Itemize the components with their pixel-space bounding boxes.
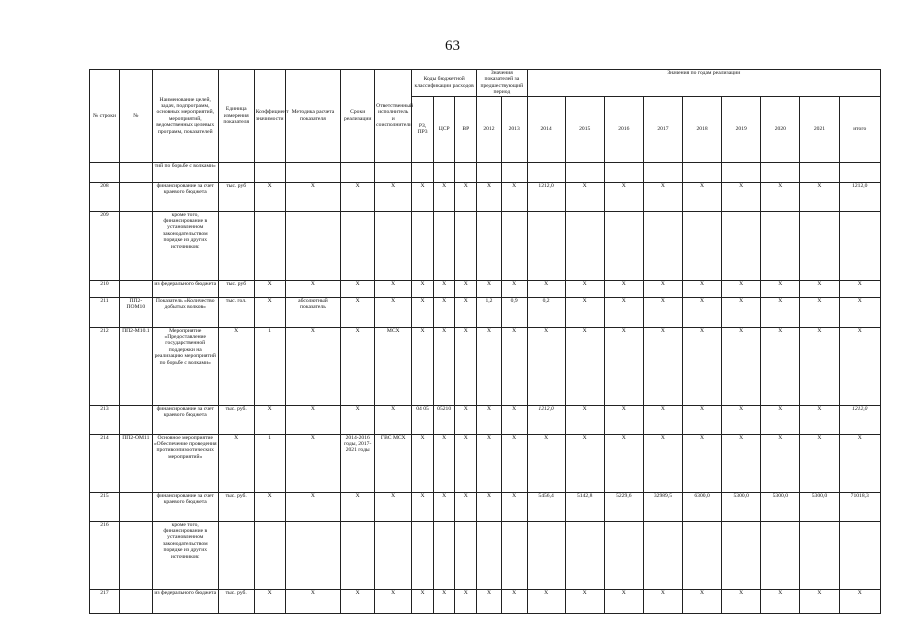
budget-code-cell: X — [455, 589, 477, 613]
row-number-cell: 211 — [90, 297, 120, 327]
responsible-cell: X — [375, 589, 412, 613]
total-value-cell: X — [839, 280, 880, 297]
header-name: Наименование целей, задач, подпрограмм, основных мероприятий, мероприятий, ведомственных целевых программ, показателей — [152, 70, 218, 163]
code-cell: ПП2-М10.1 — [119, 327, 152, 405]
budget-code-cell: X — [433, 492, 455, 521]
year-value-cell: X — [683, 434, 722, 492]
terms-cell: X — [341, 589, 375, 613]
table-row — [90, 434, 881, 492]
method-cell: X — [285, 182, 341, 211]
year-value-cell: X — [722, 280, 761, 297]
row-number-cell — [90, 162, 120, 182]
prev-value-cell: X — [477, 280, 502, 297]
terms-cell — [341, 521, 375, 589]
prev-value-cell: X — [501, 492, 527, 521]
prev-value-cell: X — [477, 492, 502, 521]
total-value-cell: X — [839, 589, 880, 613]
budget-code-cell — [433, 211, 455, 280]
year-value-cell — [527, 521, 565, 589]
budget-code-cell: X — [455, 327, 477, 405]
terms-cell: X — [341, 327, 375, 405]
budget-code-cell — [455, 162, 477, 182]
prev-value-cell: 0,9 — [501, 297, 527, 327]
year-value-cell: X — [643, 405, 682, 434]
total-value-cell — [839, 162, 880, 182]
year-value-cell — [643, 162, 682, 182]
year-value-cell: X — [604, 182, 643, 211]
year-value-cell: X — [643, 280, 682, 297]
budget-code-cell: X — [455, 280, 477, 297]
year-value-cell: X — [643, 434, 682, 492]
terms-cell — [341, 162, 375, 182]
year-value-cell — [643, 521, 682, 589]
terms-cell: X — [341, 297, 375, 327]
total-value-cell: X — [839, 327, 880, 405]
name-cell: тий по борьбе с волками» — [152, 162, 218, 182]
header-values: Значения по годам реализации — [527, 70, 880, 97]
unit-cell: тыс. руб — [218, 280, 254, 297]
method-cell: X — [285, 434, 341, 492]
row-number-cell: 215 — [90, 492, 120, 521]
coef-cell: X — [254, 297, 285, 327]
prev-value-cell — [477, 521, 502, 589]
table-row — [90, 327, 881, 405]
coef-cell — [254, 162, 285, 182]
year-value-cell — [604, 211, 643, 280]
method-cell — [285, 211, 341, 280]
year-value-cell: X — [604, 434, 643, 492]
header-code-col: ВР — [455, 96, 477, 162]
unit-cell: тыс. гол. — [218, 297, 254, 327]
year-value-cell — [683, 521, 722, 589]
header-value-year: 2016 — [604, 96, 643, 162]
year-value-cell: 32989,5 — [643, 492, 682, 521]
year-value-cell: X — [800, 297, 839, 327]
prev-value-cell: X — [477, 327, 502, 405]
terms-cell — [341, 211, 375, 280]
terms-cell: X — [341, 492, 375, 521]
budget-code-cell: X — [433, 182, 455, 211]
budget-code-cell: X — [433, 297, 455, 327]
year-value-cell — [800, 211, 839, 280]
table-row — [90, 297, 881, 327]
year-value-cell: X — [683, 327, 722, 405]
terms-cell: X — [341, 182, 375, 211]
year-value-cell — [761, 211, 800, 280]
code-cell — [119, 405, 152, 434]
year-value-cell: X — [722, 327, 761, 405]
table-row — [90, 182, 881, 211]
year-value-cell: X — [683, 182, 722, 211]
header-terms: Сроки реализации — [341, 70, 375, 163]
header-method: Методика расчета показателя — [285, 70, 341, 163]
header-prev-year: 2012 — [477, 96, 502, 162]
budget-code-cell: X — [433, 434, 455, 492]
header-value-year: 2014 — [527, 96, 565, 162]
name-cell: кроме того, финансирование в установленном законодательством порядке из других источников: — [152, 521, 218, 589]
code-cell — [119, 589, 152, 613]
coef-cell: 1 — [254, 434, 285, 492]
coef-cell: X — [254, 280, 285, 297]
year-value-cell: X — [761, 297, 800, 327]
row-number-cell: 217 — [90, 589, 120, 613]
coef-cell: X — [254, 589, 285, 613]
year-value-cell: X — [722, 405, 761, 434]
year-value-cell: 6300,0 — [683, 492, 722, 521]
year-value-cell: 5300,0 — [800, 492, 839, 521]
total-value-cell — [839, 211, 880, 280]
name-cell: Показатель «Количество добытых волков» — [152, 297, 218, 327]
unit-cell: тыс. руб. — [218, 405, 254, 434]
prev-value-cell — [501, 521, 527, 589]
row-number-cell: 208 — [90, 182, 120, 211]
code-cell: ПП2-ПОМ10 — [119, 297, 152, 327]
year-value-cell: X — [800, 434, 839, 492]
unit-cell: X — [218, 434, 254, 492]
total-value-cell — [839, 521, 880, 589]
header-value-total: итого — [839, 96, 880, 162]
year-value-cell: X — [643, 589, 682, 613]
name-cell: финансирование за счет краевого бюджета — [152, 492, 218, 521]
total-value-cell: X — [839, 434, 880, 492]
method-cell: X — [285, 405, 341, 434]
year-value-cell: X — [722, 297, 761, 327]
method-cell — [285, 162, 341, 182]
year-value-cell — [800, 162, 839, 182]
budget-code-cell — [455, 211, 477, 280]
prev-value-cell — [477, 162, 502, 182]
budget-code-cell: X — [455, 434, 477, 492]
budget-code-cell — [412, 521, 434, 589]
year-value-cell: X — [565, 405, 604, 434]
year-value-cell — [722, 162, 761, 182]
year-value-cell: X — [604, 405, 643, 434]
responsible-cell: X — [375, 492, 412, 521]
budget-code-cell — [433, 521, 455, 589]
year-value-cell — [683, 162, 722, 182]
budget-code-cell: X — [412, 280, 434, 297]
header-coef: Коэффициент значимости — [254, 70, 285, 163]
prev-value-cell: X — [477, 405, 502, 434]
year-value-cell: X — [761, 434, 800, 492]
year-value-cell: X — [565, 182, 604, 211]
header-value-year: 2020 — [761, 96, 800, 162]
unit-cell: X — [218, 327, 254, 405]
name-cell: из федерального бюджета — [152, 280, 218, 297]
responsible-cell: X — [375, 297, 412, 327]
unit-cell: тыс. руб. — [218, 589, 254, 613]
year-value-cell: 5229,6 — [604, 492, 643, 521]
row-number-cell: 214 — [90, 434, 120, 492]
total-value-cell: 1212,0 — [839, 182, 880, 211]
year-value-cell: X — [565, 589, 604, 613]
year-value-cell: X — [643, 297, 682, 327]
row-number-cell: 209 — [90, 211, 120, 280]
prev-value-cell: X — [477, 182, 502, 211]
code-cell — [119, 492, 152, 521]
coef-cell: X — [254, 405, 285, 434]
responsible-cell — [375, 162, 412, 182]
table-row — [90, 589, 881, 613]
unit-cell: тыс. руб. — [218, 492, 254, 521]
name-cell: финансирование за счет краевого бюджета — [152, 182, 218, 211]
header-code-col: РЗ, ПР3 — [412, 96, 434, 162]
coef-cell: 1 — [254, 327, 285, 405]
table-row — [90, 521, 881, 589]
year-value-cell: X — [604, 280, 643, 297]
budget-code-cell: X — [412, 589, 434, 613]
year-value-cell: X — [604, 327, 643, 405]
unit-cell — [218, 211, 254, 280]
header-value-year: 2021 — [800, 96, 839, 162]
year-value-cell — [604, 162, 643, 182]
header-value-year: 2018 — [683, 96, 722, 162]
year-value-cell: X — [683, 297, 722, 327]
header-prev-period: Значения показателей за предшествующий период — [477, 70, 527, 97]
year-value-cell: X — [800, 327, 839, 405]
year-value-cell: X — [722, 434, 761, 492]
prev-value-cell: X — [501, 434, 527, 492]
header-unit: Единица измерения показателя — [218, 70, 254, 163]
coef-cell — [254, 211, 285, 280]
total-value-cell: X — [839, 297, 880, 327]
year-value-cell: X — [527, 434, 565, 492]
budget-code-cell: X — [455, 405, 477, 434]
table-row — [90, 162, 881, 182]
name-cell: Основное мероприятие «Обеспечение проведения противоэпизоотических мероприятий» — [152, 434, 218, 492]
program-table — [89, 69, 881, 614]
year-value-cell — [683, 211, 722, 280]
budget-code-cell: 05210 — [433, 405, 455, 434]
year-value-cell: X — [761, 405, 800, 434]
code-cell: ПП2-ОМ11 — [119, 434, 152, 492]
prev-value-cell: X — [501, 182, 527, 211]
year-value-cell — [722, 211, 761, 280]
year-value-cell: 1212,0 — [527, 182, 565, 211]
year-value-cell: 5300,0 — [722, 492, 761, 521]
method-cell: X — [285, 492, 341, 521]
year-value-cell: 1212,0 — [527, 405, 565, 434]
responsible-cell: МСХ — [375, 327, 412, 405]
terms-cell: X — [341, 405, 375, 434]
unit-cell: тыс. руб — [218, 182, 254, 211]
table-row — [90, 211, 881, 280]
year-value-cell: 5456,4 — [527, 492, 565, 521]
terms-cell: 2014-2016 годы, 2017-2021 годы — [341, 434, 375, 492]
budget-code-cell: X — [412, 492, 434, 521]
year-value-cell: 5142,8 — [565, 492, 604, 521]
budget-code-cell: 04 05 — [412, 405, 434, 434]
budget-code-cell: X — [455, 297, 477, 327]
year-value-cell: X — [604, 589, 643, 613]
page-number: 63 — [445, 38, 460, 54]
prev-value-cell: X — [477, 434, 502, 492]
year-value-cell: X — [565, 297, 604, 327]
row-number-cell: 213 — [90, 405, 120, 434]
prev-value-cell — [501, 162, 527, 182]
year-value-cell: X — [800, 182, 839, 211]
year-value-cell: X — [565, 327, 604, 405]
header-code-col: ЦСР — [433, 96, 455, 162]
year-value-cell: 0,2 — [527, 297, 565, 327]
name-cell: кроме того, финансирование в установленном законодательством порядке из других источников: — [152, 211, 218, 280]
year-value-cell: X — [527, 327, 565, 405]
year-value-cell: X — [643, 327, 682, 405]
prev-value-cell: 1,2 — [477, 297, 502, 327]
coef-cell — [254, 521, 285, 589]
year-value-cell: X — [761, 182, 800, 211]
table-row — [90, 405, 881, 434]
year-value-cell — [565, 521, 604, 589]
code-cell — [119, 211, 152, 280]
budget-code-cell: X — [412, 297, 434, 327]
responsible-cell — [375, 521, 412, 589]
year-value-cell: X — [761, 327, 800, 405]
header-responsible: Ответственный исполнитель и соисполнители — [375, 70, 412, 163]
header-prev-year: 2013 — [501, 96, 527, 162]
responsible-cell: X — [375, 280, 412, 297]
name-cell: из федерального бюджета — [152, 589, 218, 613]
year-value-cell — [565, 162, 604, 182]
budget-code-cell — [433, 162, 455, 182]
responsible-cell — [375, 211, 412, 280]
year-value-cell: X — [643, 182, 682, 211]
method-cell: X — [285, 280, 341, 297]
budget-code-cell: X — [433, 327, 455, 405]
year-value-cell: X — [527, 589, 565, 613]
year-value-cell — [565, 211, 604, 280]
code-cell — [119, 280, 152, 297]
budget-code-cell — [412, 162, 434, 182]
total-value-cell: 1212,0 — [839, 405, 880, 434]
year-value-cell: X — [683, 589, 722, 613]
budget-code-cell: X — [455, 492, 477, 521]
table-row — [90, 280, 881, 297]
header-value-year: 2019 — [722, 96, 761, 162]
header-value-year: 2017 — [643, 96, 682, 162]
method-cell: X — [285, 589, 341, 613]
method-cell — [285, 521, 341, 589]
year-value-cell — [527, 211, 565, 280]
prev-value-cell: X — [501, 405, 527, 434]
row-number-cell: 210 — [90, 280, 120, 297]
prev-value-cell: X — [501, 327, 527, 405]
responsible-cell: ГВС МСХ — [375, 434, 412, 492]
year-value-cell — [722, 521, 761, 589]
year-value-cell: X — [800, 280, 839, 297]
code-cell — [119, 162, 152, 182]
prev-value-cell: X — [501, 280, 527, 297]
responsible-cell: X — [375, 182, 412, 211]
budget-code-cell: X — [433, 589, 455, 613]
year-value-cell — [527, 162, 565, 182]
year-value-cell: X — [604, 297, 643, 327]
row-number-cell: 216 — [90, 521, 120, 589]
table-row — [90, 492, 881, 521]
prev-value-cell — [477, 211, 502, 280]
total-value-cell: 71018,3 — [839, 492, 880, 521]
budget-code-cell: X — [412, 327, 434, 405]
budget-code-cell — [412, 211, 434, 280]
header-no: № — [119, 70, 152, 163]
budget-code-cell: X — [455, 182, 477, 211]
prev-value-cell: X — [477, 589, 502, 613]
year-value-cell — [800, 521, 839, 589]
year-value-cell: X — [761, 589, 800, 613]
budget-code-cell — [455, 521, 477, 589]
year-value-cell: X — [800, 405, 839, 434]
coef-cell: X — [254, 492, 285, 521]
terms-cell: X — [341, 280, 375, 297]
header-row-no: № строки — [90, 70, 120, 163]
row-number-cell: 212 — [90, 327, 120, 405]
coef-cell: X — [254, 182, 285, 211]
method-cell: абсолютный показатель — [285, 297, 341, 327]
year-value-cell — [761, 521, 800, 589]
method-cell: X — [285, 327, 341, 405]
header-value-year: 2015 — [565, 96, 604, 162]
budget-code-cell: X — [412, 434, 434, 492]
responsible-cell: X — [375, 405, 412, 434]
year-value-cell: X — [683, 405, 722, 434]
year-value-cell: X — [800, 589, 839, 613]
header-codes: Коды бюджетной классификации расходов — [412, 70, 477, 97]
year-value-cell: X — [565, 434, 604, 492]
prev-value-cell — [501, 211, 527, 280]
budget-code-cell: X — [412, 182, 434, 211]
name-cell: Мероприятие «Предоставление государственной поддержки на реализацию мероприятий по борьбе с волками» — [152, 327, 218, 405]
year-value-cell — [643, 211, 682, 280]
year-value-cell — [604, 521, 643, 589]
year-value-cell: X — [527, 280, 565, 297]
code-cell — [119, 521, 152, 589]
year-value-cell: X — [761, 280, 800, 297]
unit-cell — [218, 521, 254, 589]
name-cell: финансирование за счет краевого бюджета — [152, 405, 218, 434]
code-cell — [119, 182, 152, 211]
year-value-cell: X — [683, 280, 722, 297]
unit-cell — [218, 162, 254, 182]
year-value-cell: 5300,0 — [761, 492, 800, 521]
year-value-cell — [761, 162, 800, 182]
budget-code-cell: X — [433, 280, 455, 297]
year-value-cell: X — [722, 182, 761, 211]
year-value-cell: X — [722, 589, 761, 613]
prev-value-cell: X — [501, 589, 527, 613]
year-value-cell: X — [565, 280, 604, 297]
